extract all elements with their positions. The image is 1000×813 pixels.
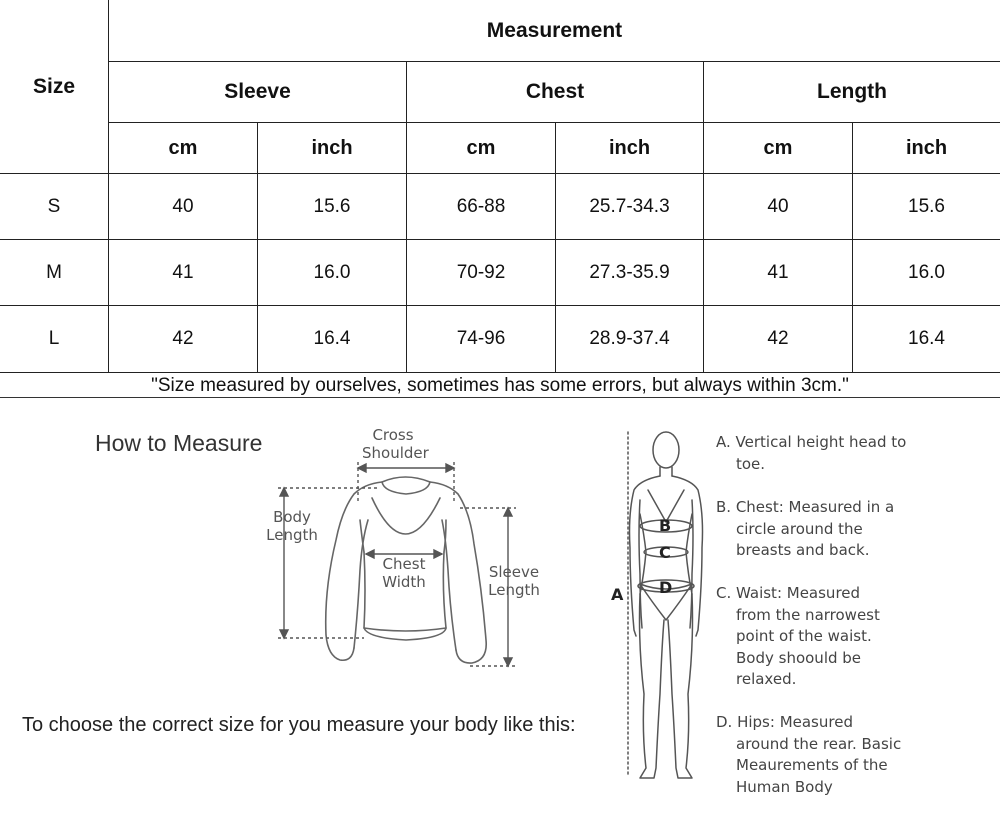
table-cell: 16.0 [908,261,945,283]
unit-header: inch [608,136,651,159]
howto-title: How to Measure [95,430,263,456]
legend-c: C. Waist: Measured from the narrowest point of the waist. Body shoould be relaxed. [716,584,880,688]
table-cell: 15.6 [313,195,351,217]
label-b: B [659,516,672,535]
table-cell: 66-88 [456,195,506,217]
chest-header: Chest [525,80,585,103]
table-cell: 27.3-35.9 [589,261,670,283]
table-cell: 25.7-34.3 [589,195,670,217]
size-note: "Size measured by ourselves, sometimes has some errors, but always within 3cm." [151,374,849,396]
unit-header: inch [311,136,353,159]
table-cell: 41 [172,261,194,283]
table-cell: 74-96 [456,328,506,349]
table-cell: 70-92 [456,261,506,283]
table-cell: 40 [767,195,789,217]
table-cell: 16.4 [908,328,945,349]
legend-b: B. Chest: Measured in a circle around the breasts and back. [716,498,895,559]
table-cell: 40 [172,195,194,217]
body-length-label: Body Length [266,508,318,544]
table-cell: 16.4 [313,328,351,349]
label-d: D [659,578,673,597]
size-cell: M [46,261,62,283]
table-cell: 28.9-37.4 [589,328,670,349]
unit-header: cm [168,136,198,159]
body-figure-diagram [600,424,710,784]
unit-header: cm [763,136,793,159]
size-table [0,0,1000,373]
sleeve-length-label: Sleeve Length [488,563,540,599]
unit-header: cm [466,136,496,159]
legend-d: D. Hips: Measured around the rear. Basic Meaurements of the Human Body [716,713,902,796]
size-cell: L [48,328,60,349]
table-cell: 41 [767,261,789,283]
size-header: Size [32,74,76,98]
legend-a: A. Vertical height head to toe. [716,433,907,473]
cross-shoulder-label: Cross Shoulder [362,426,429,462]
table-cell: 15.6 [908,195,945,217]
label-a: A [611,585,624,604]
sleeve-header: Sleeve [224,80,291,103]
table-cell: 42 [172,328,194,349]
chest-width-label: Chest Width [382,555,426,591]
instruction-text: To choose the correct size for you measure your body like this: [22,714,576,736]
measurement-header: Measurement [486,18,623,42]
size-cell: S [47,195,61,217]
length-header: Length [817,80,887,103]
unit-header: inch [905,136,948,159]
table-cell: 16.0 [313,261,351,283]
table-cell: 42 [767,328,789,349]
label-c: C [659,543,671,562]
